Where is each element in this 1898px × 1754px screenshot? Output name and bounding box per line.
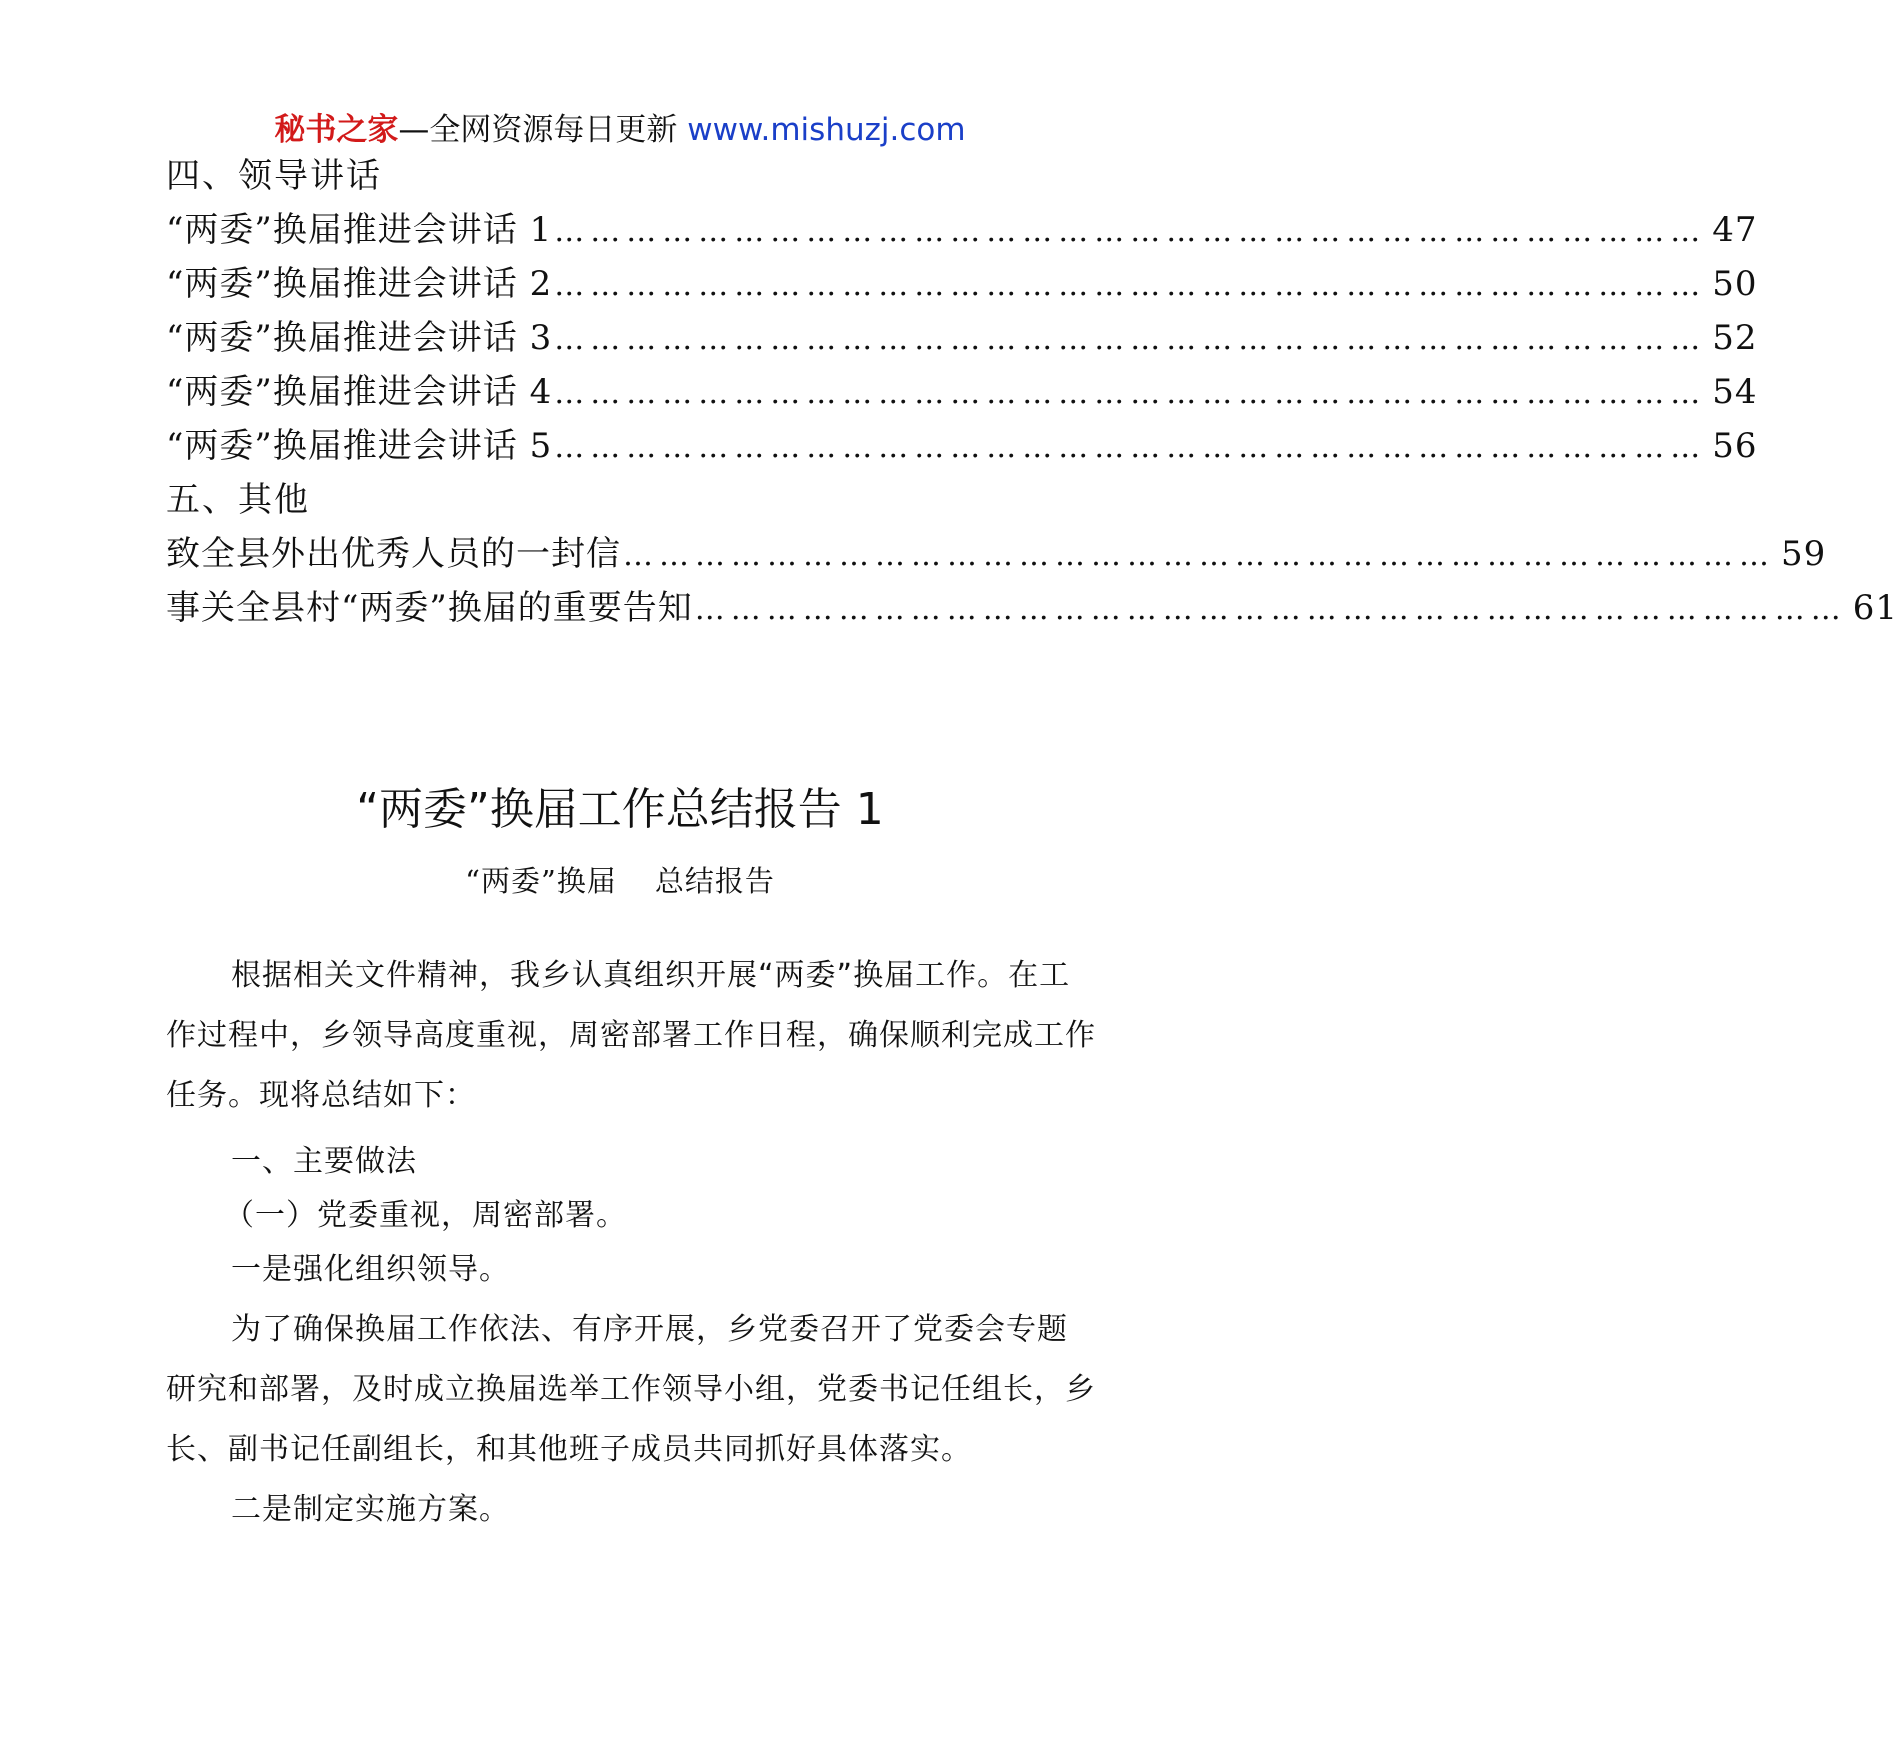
body-paragraph: 为了确保换届工作依法、有序开展，乡党委召开了党委会专题研究和部署，及时成立换届选举工作领导小组，党委书记任组长，乡长、副书记任副组长，和其他班子成员共同抓好具体落实。 bbox=[166, 1312, 1096, 1467]
toc-dot-leader: …………………………………………………………………………………… bbox=[554, 214, 1707, 249]
toc-entry-title: “两委”换届推进会讲话 1 bbox=[166, 210, 553, 250]
toc-entry-page: 52 bbox=[1712, 318, 1758, 358]
document-keywords bbox=[0, 862, 1240, 900]
toc-entry[interactable] bbox=[166, 370, 1758, 414]
document-title: “两委”换届工作总结报告 1 bbox=[356, 784, 884, 835]
toc-entry[interactable] bbox=[166, 424, 1758, 468]
toc-entry[interactable] bbox=[166, 316, 1758, 360]
toc-dot-leader: …………………………………………………………………………………… bbox=[554, 430, 1707, 465]
toc-entry-page: 61 bbox=[1852, 588, 1898, 628]
keyword: 总结报告 bbox=[654, 864, 775, 898]
toc-entry-page: 56 bbox=[1712, 426, 1758, 466]
toc-entry-title: “两委”换届推进会讲话 2 bbox=[166, 264, 553, 304]
toc-entry[interactable] bbox=[166, 262, 1758, 306]
toc-entry-title: 事关全县村“两委”换届的重要告知 bbox=[166, 588, 693, 628]
toc-dot-leader: …………………………………………………………………………………… bbox=[694, 592, 1847, 627]
site-url-link[interactable]: www.mishuzj.com bbox=[687, 112, 966, 148]
site-header bbox=[0, 110, 1240, 150]
toc-entry-title: 致全县外出优秀人员的一封信 bbox=[166, 534, 621, 574]
section-heading: 一、主要做法 bbox=[231, 1144, 417, 1179]
toc-entry-page: 54 bbox=[1712, 372, 1758, 412]
point-heading: 一是强化组织领导。 bbox=[231, 1252, 510, 1287]
toc-dot-leader: …………………………………………………………………………………… bbox=[554, 322, 1707, 357]
toc-entry[interactable] bbox=[166, 532, 1827, 576]
toc-entry-page: 50 bbox=[1712, 264, 1758, 304]
toc-entry-title: “两委”换届推进会讲话 5 bbox=[166, 426, 553, 466]
toc-entry-title: “两委”换届推进会讲话 3 bbox=[166, 318, 553, 358]
toc-section-heading: 四、领导讲话 bbox=[166, 156, 382, 196]
toc-entry-title: “两委”换届推进会讲话 4 bbox=[166, 372, 553, 412]
toc-entry-page: 59 bbox=[1781, 534, 1827, 574]
toc-dot-leader: …………………………………………………………………………………… bbox=[554, 268, 1707, 303]
toc-dot-leader: …………………………………………………………………………………… bbox=[554, 376, 1707, 411]
toc-entry[interactable] bbox=[166, 586, 1898, 630]
point-heading: 二是制定实施方案。 bbox=[231, 1492, 510, 1527]
site-brand: 秘书之家 bbox=[274, 112, 399, 148]
intro-paragraph: 根据相关文件精神，我乡认真组织开展“两委”换届工作。在工作过程中，乡领导高度重视，周密部署工作日程，确保顺利完成工作任务。现将总结如下： bbox=[166, 958, 1096, 1113]
toc-section-heading: 五、其他 bbox=[166, 480, 310, 520]
keyword: “两委”换届 bbox=[465, 864, 617, 898]
toc-entry-page: 47 bbox=[1712, 210, 1758, 250]
site-slogan: —全网资源每日更新 bbox=[398, 112, 688, 148]
toc-dot-leader: …………………………………………………………………………………… bbox=[623, 538, 1775, 573]
toc-entry[interactable] bbox=[166, 208, 1758, 252]
subsection-heading: （一）党委重视，周密部署。 bbox=[224, 1198, 627, 1233]
